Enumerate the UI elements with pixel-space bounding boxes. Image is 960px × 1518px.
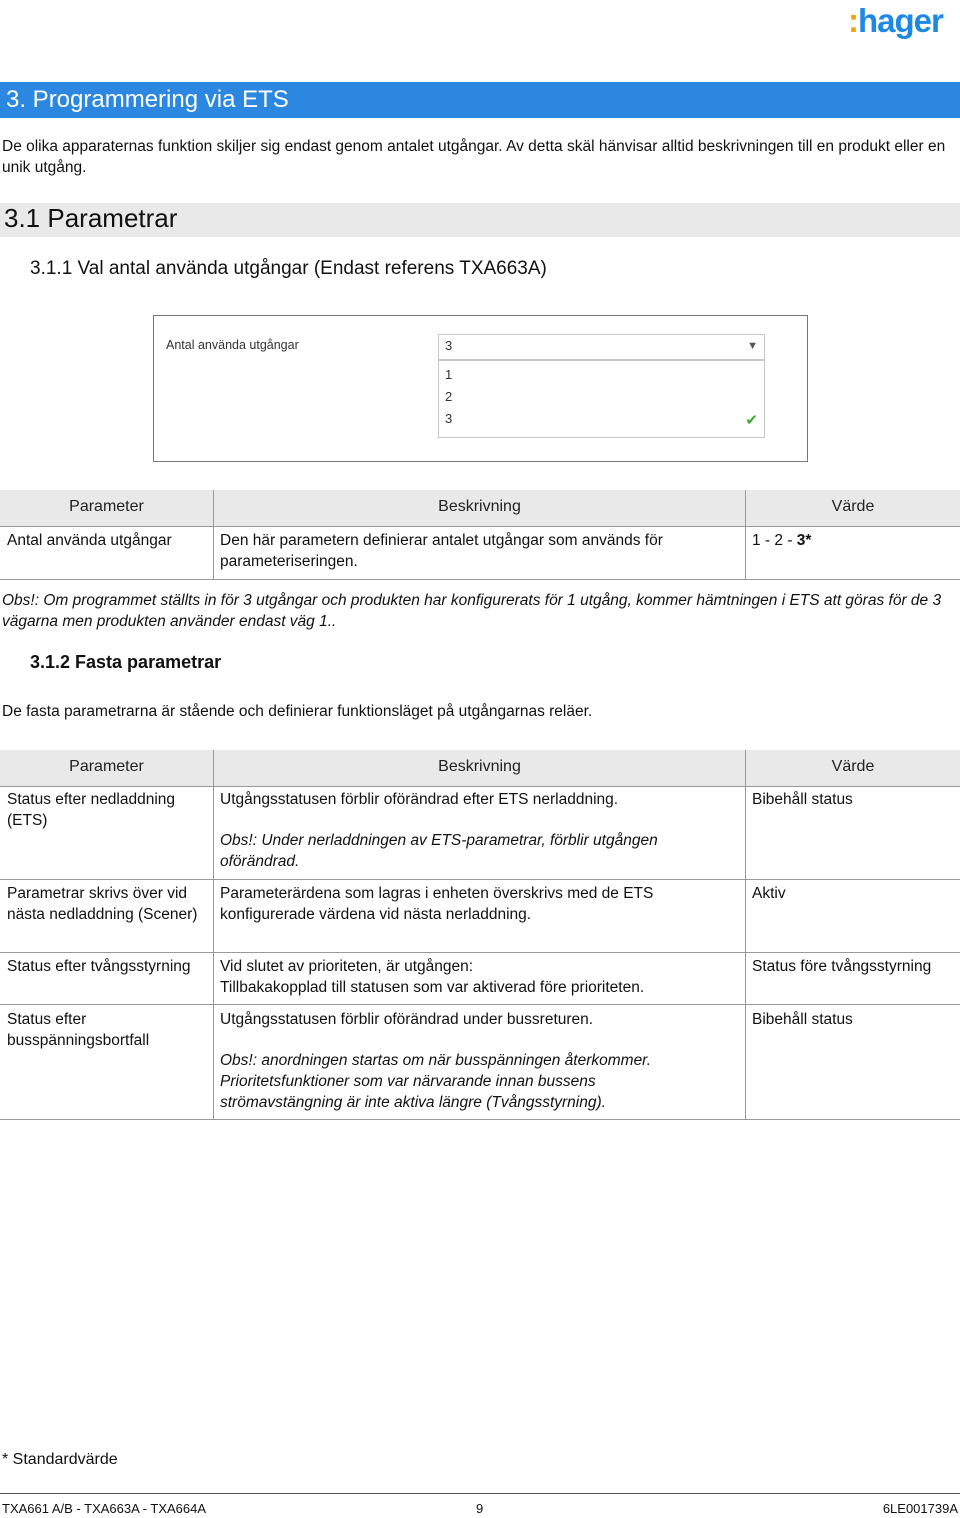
footer-product-refs: TXA661 A/B - TXA663A - TXA664A [2, 1501, 207, 1516]
table2-row-rule [0, 1004, 960, 1005]
table-row-note: Obs!: anordningen startas om när busspänningen återkommer. Prioritetsfunktioner som var närvarande innan bussens strömavstängning är inte aktiva längre (Tvångsstyrning). [220, 1052, 652, 1111]
sub1-title: 3.1.1 Val antal använda utgångar (Endast referens TXA663A) [30, 258, 547, 279]
table1-header [0, 490, 960, 527]
obs-text: : Om programmet ställts in för 3 utgångar och produkten har konfigurerats för 1 utgång, kommer hämtningen i ETS att göras för de 3 vägarna men produkten använder endast väg 1.. [2, 592, 942, 630]
table1-divider [745, 490, 746, 580]
table-row-parameter: Parametrar skrivs över vid nästa nedladdning (Scener) [7, 885, 198, 923]
table-row-parameter: Status efter busspänningsbortfall [7, 1011, 150, 1049]
table2-divider [213, 750, 214, 1120]
obs-label: Obs! [2, 592, 35, 609]
footer-doc-number: 6LE001739A [882, 1501, 958, 1516]
ets-parameter-label: Antal använda utgångar [166, 338, 299, 352]
table-row-value: Status före tvångsstyrning [752, 958, 932, 975]
footer-page-number: 9 [476, 1501, 484, 1516]
section-title: 3. Programmering via ETS [6, 86, 289, 113]
ets-dropdown-list [438, 360, 765, 438]
table1-row-value [752, 530, 952, 551]
ets-option-2[interactable]: 2 [445, 389, 453, 404]
table-row-value: Bibehåll status [752, 791, 853, 808]
table-row-parameter: Status efter tvångsstyrning [7, 958, 191, 975]
table-row-note: Obs!: Under nerladdningen av ETS-parametrar, förblir utgången oförändrad. [220, 832, 658, 870]
obs-note [2, 590, 958, 632]
sub2-paragraph: De fasta parametrarna är stående och definierar funktionsläget på utgångarnas reläer. [2, 703, 593, 720]
ets-dropdown[interactable] [438, 334, 765, 360]
table2-row-rule [0, 879, 960, 880]
table-row-description: Parameterärdena som lagras i enheten överskrivs med de ETS konfigurerade värdena vid nästa nerladdning. [220, 885, 654, 923]
table-row-description: Utgångsstatusen förblir oförändrad efter ETS nerladdning. [220, 791, 619, 808]
table-row-parameter: Status efter nedladdning (ETS) [7, 791, 176, 829]
table1-row-parameter: Antal använda utgångar [7, 532, 172, 549]
table1-header-value: Värde [831, 498, 875, 515]
table2-header [0, 750, 960, 787]
table2-header-description: Beskrivning [438, 758, 521, 775]
table1-header-description: Beskrivning [438, 498, 521, 515]
logo-name: hager [858, 2, 943, 39]
table1-bottom-rule [0, 579, 960, 580]
hager-logo [848, 2, 943, 40]
table2-header-parameter: Parameter [69, 758, 144, 775]
footer-rule [0, 1493, 960, 1494]
intro-paragraph: De olika apparaternas funktion skiljer sig endast genom antalet utgångar. Av detta skäl hänvisar alltid beskrivningen till en produkt eller en unik utgång. [2, 138, 946, 176]
subsection-header-bar [0, 203, 960, 237]
table1-divider [213, 490, 214, 580]
table2-header-value: Värde [831, 758, 875, 775]
chevron-down-icon: ▼ [747, 340, 758, 352]
checkmark-icon: ✔ [745, 412, 758, 429]
ets-option-1[interactable]: 1 [445, 367, 453, 382]
table1-row-description: Den här parametern definierar antalet utgångar som används för parameteriseringen. [220, 532, 663, 570]
table-row-description: Vid slutet av prioriteten, är utgången: [220, 958, 474, 975]
table2-bottom-rule [0, 1119, 960, 1120]
ets-parameter-screenshot [153, 315, 808, 462]
table2-divider [745, 750, 746, 1120]
table2-row-rule [0, 952, 960, 953]
table-row-description-cont: Tillbakakopplad till statusen som var aktiverad före prioriteten. [220, 979, 645, 996]
section-header-bar [0, 82, 960, 118]
table-row-value: Bibehåll status [752, 1011, 853, 1028]
table-row-description: Utgångsstatusen förblir oförändrad under bussreturen. [220, 1011, 594, 1028]
default-value: 3* [796, 532, 812, 549]
table-row-value: Aktiv [752, 885, 786, 902]
logo-prefix: : [848, 2, 858, 39]
subsection-title: 3.1 Parametrar [4, 203, 178, 233]
sub2-title: 3.1.2 Fasta parametrar [30, 652, 222, 672]
ets-dropdown-value: 3 [445, 338, 453, 353]
table1-header-parameter: Parameter [69, 498, 144, 515]
ets-option-3[interactable]: 3 [445, 411, 453, 426]
value-options: 1 - 2 - [752, 532, 797, 549]
footnote: * Standardvärde [2, 1451, 118, 1468]
